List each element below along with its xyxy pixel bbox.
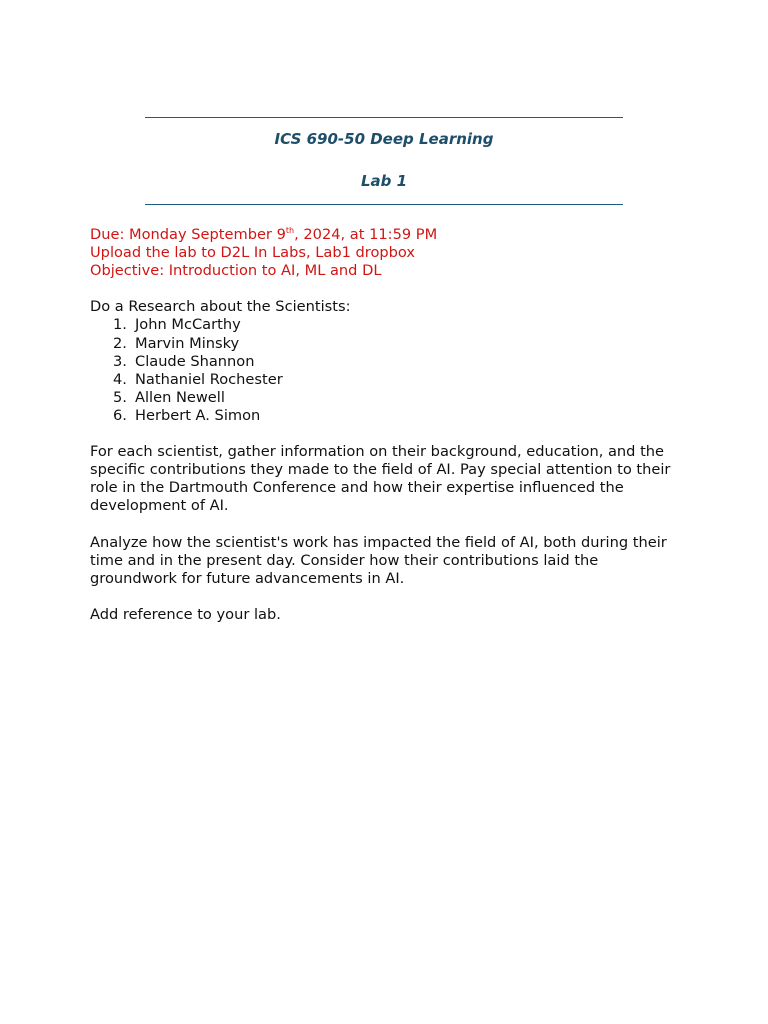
research-intro: Do a Research about the Scientists: [90, 298, 351, 316]
list-item [90, 389, 680, 407]
instruction-paragraph-3: Add reference to your lab. [90, 605, 281, 623]
objective: Objective: Introduction to AI, ML and DL [90, 262, 382, 280]
scientist-name: Marvin Minsky [135, 334, 240, 352]
list-number: 6. [113, 406, 127, 424]
scientist-list [90, 316, 680, 425]
lab-title: Lab 1 [360, 172, 408, 190]
scientist-name: Claude Shannon [135, 352, 255, 370]
scientist-name: Nathaniel Rochester [135, 370, 283, 388]
scientist-name: Herbert A. Simon [135, 406, 261, 424]
course-title: ICS 690-50 Deep Learning [274, 130, 494, 148]
list-number: 2. [113, 334, 127, 352]
scientist-name: John McCarthy [135, 316, 241, 334]
spacer [90, 425, 680, 443]
list-item [90, 371, 680, 389]
due-date-prefix: Due: Monday September 9 [90, 226, 286, 243]
spacer [90, 588, 680, 606]
instruction-paragraph-1: For each scientist, gather information on their background, education, and the specific contributions they made to the field of AI. Pay special attention to their role in the Dartmouth Conference and how their expertise influenced the development of AI. [90, 443, 671, 515]
due-date-suffix: , 2024, at 11:59 PM [294, 226, 438, 243]
spacer [90, 516, 680, 534]
list-number: 5. [113, 388, 127, 406]
title-block [145, 117, 623, 205]
due-date [90, 226, 680, 244]
list-number: 3. [113, 352, 127, 370]
list-item [90, 316, 680, 334]
due-date-superscript: th [285, 226, 295, 235]
list-item [90, 407, 680, 425]
list-number: 4. [113, 370, 127, 388]
document-body [90, 226, 680, 624]
scientist-name: Allen Newell [135, 388, 225, 406]
list-item [90, 353, 680, 371]
upload-instruction: Upload the lab to D2L In Labs, Lab1 dropbox [90, 244, 416, 262]
list-item [90, 335, 680, 353]
instruction-paragraph-2: Analyze how the scientist's work has impacted the field of AI, both during their time and in the present day. Consider how their contributions laid the groundwork for future advancements in AI. [90, 533, 667, 587]
spacer [90, 280, 680, 298]
list-number: 1. [113, 316, 127, 334]
